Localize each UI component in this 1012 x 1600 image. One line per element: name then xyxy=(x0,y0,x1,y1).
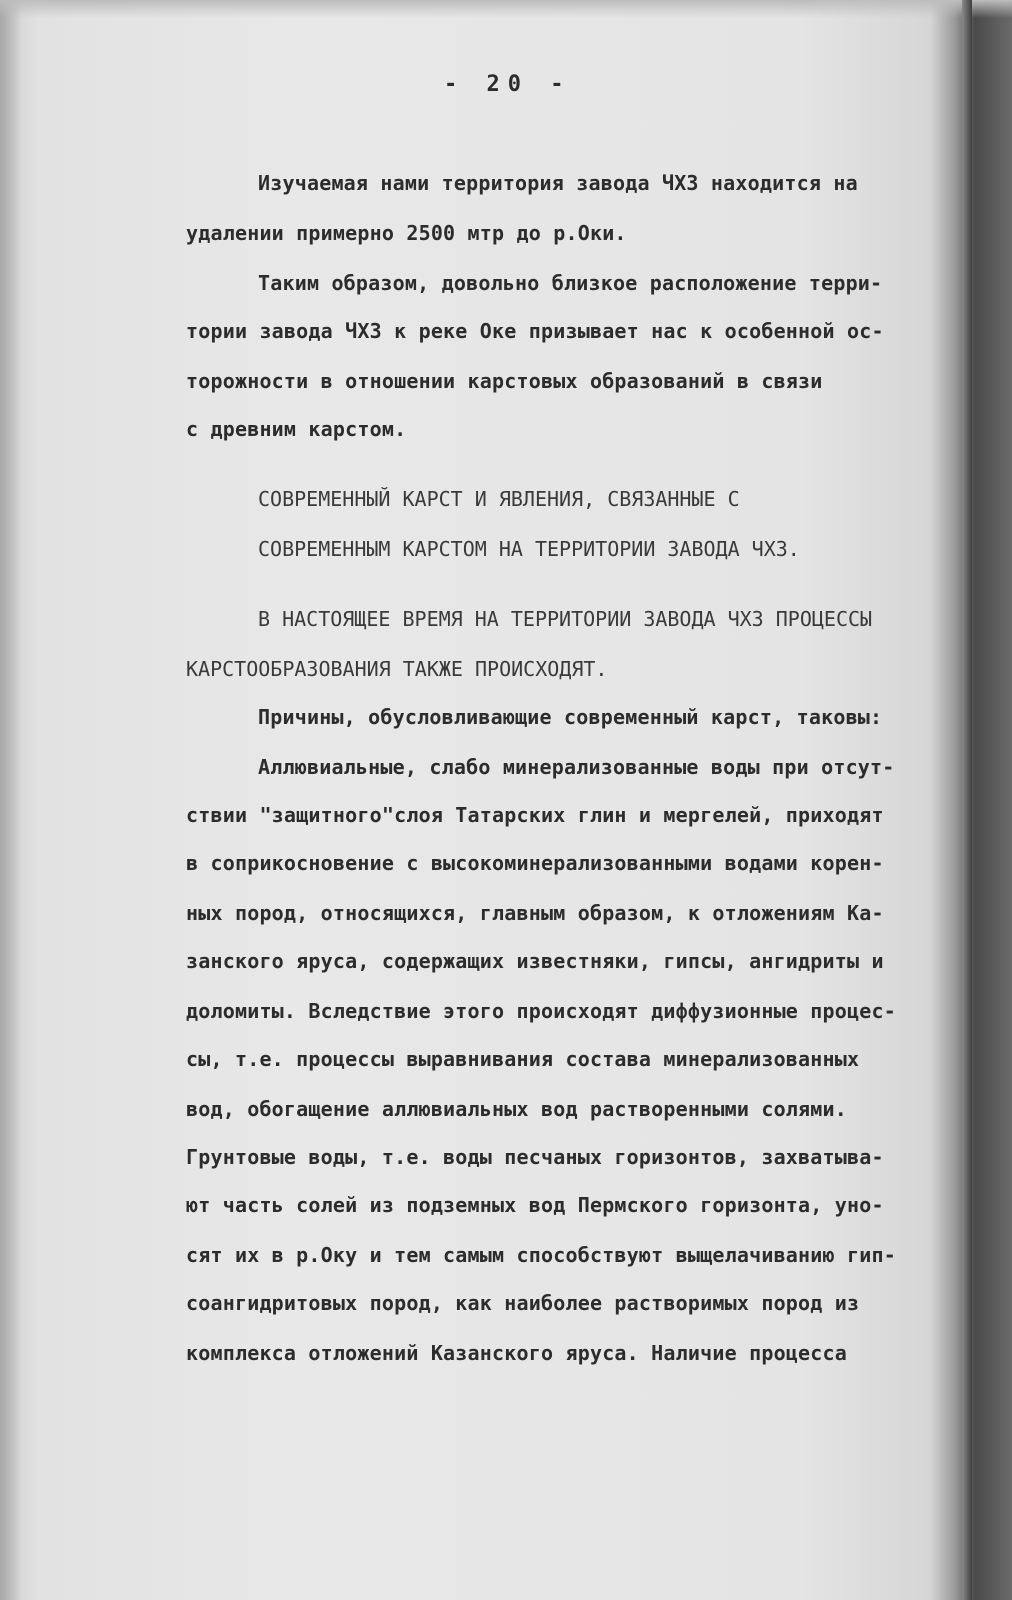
page-number: - 20 - xyxy=(444,72,572,97)
page-binding-edge xyxy=(962,0,972,1600)
body-line-2: Аллювиальные, слабо минерализованные воды при отсут- xyxy=(258,755,895,779)
body-line-10: Грунтовые воды, т.е. воды песчаных горизонтов, захватыва- xyxy=(186,1145,884,1169)
paragraph-2-line-1: Таким образом, довольно близкое расположение терри- xyxy=(258,271,883,295)
paragraph-1-line-2: удалении примерно 2500 мтр до р.Оки. xyxy=(186,221,627,245)
paragraph-1-line-1: Изучаемая нами территория завода ЧХЗ находится на xyxy=(258,171,858,195)
paragraph-2-line-3: торожности в отношении карстовых образований в связи xyxy=(186,369,823,393)
section-heading-line-1: СОВРЕМЕННЫЙ КАРСТ И ЯВЛЕНИЯ, СВЯЗАННЫЕ С xyxy=(258,487,740,511)
statement-line-1: В НАСТОЯЩЕЕ ВРЕМЯ НА ТЕРРИТОРИИ ЗАВОДА ЧХЗ ПРОЦЕССЫ xyxy=(258,607,873,631)
body-line-3: ствии "защитного"слоя Татарских глин и мергелей, приходят xyxy=(186,803,884,827)
statement-line-2: КАРСТООБРАЗОВАНИЯ ТАКЖЕ ПРОИСХОДЯТ. xyxy=(186,657,608,681)
paragraph-2-line-4: с древним карстом. xyxy=(186,417,407,441)
body-line-12: сят их в р.Оку и тем самым способствуют выщелачиванию гип- xyxy=(186,1243,896,1267)
body-line-5: ных пород, относящихся, главным образом, к отложениям Ка- xyxy=(186,901,884,925)
body-line-11: ют часть солей из подземных вод Пермского горизонта, уно- xyxy=(186,1193,884,1217)
body-line-6: занского яруса, содержащих известняки, гипсы, ангидриты и xyxy=(186,949,884,973)
body-line-8: сы, т.е. процессы выравнивания состава минерализованных xyxy=(186,1047,860,1071)
paragraph-2-line-2: тории завода ЧХЗ к реке Оке призывает нас к особенной ос- xyxy=(186,319,884,343)
page-left-shadow xyxy=(0,0,22,1600)
body-line-7: доломиты. Вследствие этого происходят диффузионные процес- xyxy=(186,999,896,1023)
body-line-14: комплекса отложений Казанского яруса. Наличие процесса xyxy=(186,1341,848,1365)
section-heading-line-2: СОВРЕМЕННЫМ КАРСТОМ НА ТЕРРИТОРИИ ЗАВОДА ЧХЗ. xyxy=(258,537,800,561)
page-top-shadow xyxy=(0,0,1012,18)
body-line-13: соангидритовых пород, как наиболее растворимых пород из xyxy=(186,1291,860,1315)
body-line-1: Причины, обусловливающие современный карст, таковы: xyxy=(258,705,883,729)
body-line-4: в соприкосновение с высокоминерализованными водами корен- xyxy=(186,851,884,875)
body-line-9: вод, обогащение аллювиальных вод растворенными солями. xyxy=(186,1097,848,1121)
